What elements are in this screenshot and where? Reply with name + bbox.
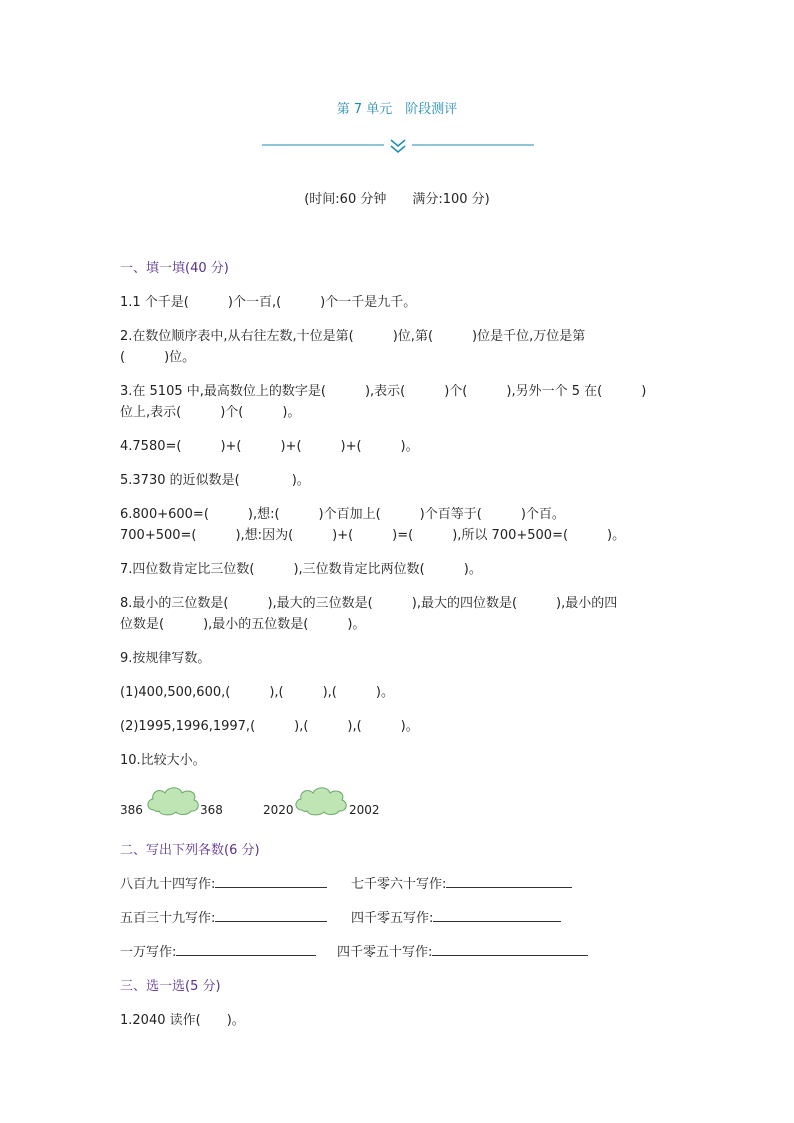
answer-blank[interactable] xyxy=(215,909,327,922)
compare-b-left: 2020 xyxy=(263,803,294,817)
section-heading-write: 二、写出下列各数(6 分) xyxy=(120,843,260,858)
question-6-line-2: 700+500=( ),想:因为( )+( )=( ),所以 700+500=( )。 xyxy=(120,528,626,543)
question-8-line-2: 位数是( ),最小的五位数是( )。 xyxy=(120,617,366,632)
choice-question-1: 1.2040 读作( )。 xyxy=(120,1013,245,1028)
write-item xyxy=(120,873,327,892)
question-7: 7.四位数肯定比三位数( ),三位数肯定比两位数( )。 xyxy=(120,562,482,577)
write-item-label: 一万写作: xyxy=(120,945,177,960)
question-8-line-1: 8.最小的三位数是( ),最大的三位数是( ),最大的四位数是( ),最小的四 xyxy=(120,596,618,611)
write-item xyxy=(120,907,327,926)
answer-blank[interactable] xyxy=(432,943,588,956)
compare-cloud-a[interactable] xyxy=(144,784,202,816)
section-heading-fill: 一、填一填(40 分) xyxy=(120,261,229,276)
write-item xyxy=(351,873,572,892)
compare-a-left: 386 xyxy=(120,803,143,817)
answer-blank[interactable] xyxy=(176,943,316,956)
compare-cloud-b[interactable] xyxy=(292,784,350,816)
write-item-label: 七千零六十写作: xyxy=(351,877,447,892)
answer-blank[interactable] xyxy=(433,909,561,922)
write-item-label: 五百三十九写作: xyxy=(120,911,216,926)
answer-blank[interactable] xyxy=(215,875,327,888)
question-3-line-1: 3.在 5105 中,最高数位上的数字是( ),表示( )个( ),另外一个 5 在( ) xyxy=(120,384,647,399)
question-4: 4.7580=( )+( )+( )+( )。 xyxy=(120,439,419,454)
page-title: 第 7 单元 阶段测评 xyxy=(336,102,458,117)
question-3-line-2: 位上,表示( )个( )。 xyxy=(120,405,301,420)
write-item xyxy=(120,941,316,960)
write-item xyxy=(337,941,588,960)
question-2-line-1: 2.在数位顺序表中,从右往左数,十位是第( )位,第( )位是千位,万位是第 xyxy=(120,329,586,344)
compare-b-right: 2002 xyxy=(349,803,380,817)
exam-info: (时间:60 分钟 满分:100 分) xyxy=(304,192,490,207)
question-1: 1.1 个千是( )个一百,( )个一千是九千。 xyxy=(120,295,417,310)
write-item-label: 四千零五十写作: xyxy=(337,945,433,960)
question-5: 5.3730 的近似数是( )。 xyxy=(120,473,310,488)
question-9: 9.按规律写数。 xyxy=(120,651,211,666)
question-2-line-2: ( )位。 xyxy=(120,350,196,365)
write-item xyxy=(351,907,561,926)
section-heading-choose: 三、选一选(5 分) xyxy=(120,979,221,994)
question-9-part-1: (1)400,500,600,( ),( ),( )。 xyxy=(120,685,394,700)
question-6-line-1: 6.800+600=( ),想:( )个百加上( )个百等于( )个百。 xyxy=(120,507,565,522)
write-item-label: 四千零五写作: xyxy=(351,911,434,926)
title-divider-ornament xyxy=(262,137,534,157)
write-item-label: 八百九十四写作: xyxy=(120,877,216,892)
question-9-part-2: (2)1995,1996,1997,( ),( ),( )。 xyxy=(120,719,419,734)
answer-blank[interactable] xyxy=(446,875,572,888)
question-10: 10.比较大小。 xyxy=(120,753,206,768)
compare-a-right: 368 xyxy=(200,803,223,817)
